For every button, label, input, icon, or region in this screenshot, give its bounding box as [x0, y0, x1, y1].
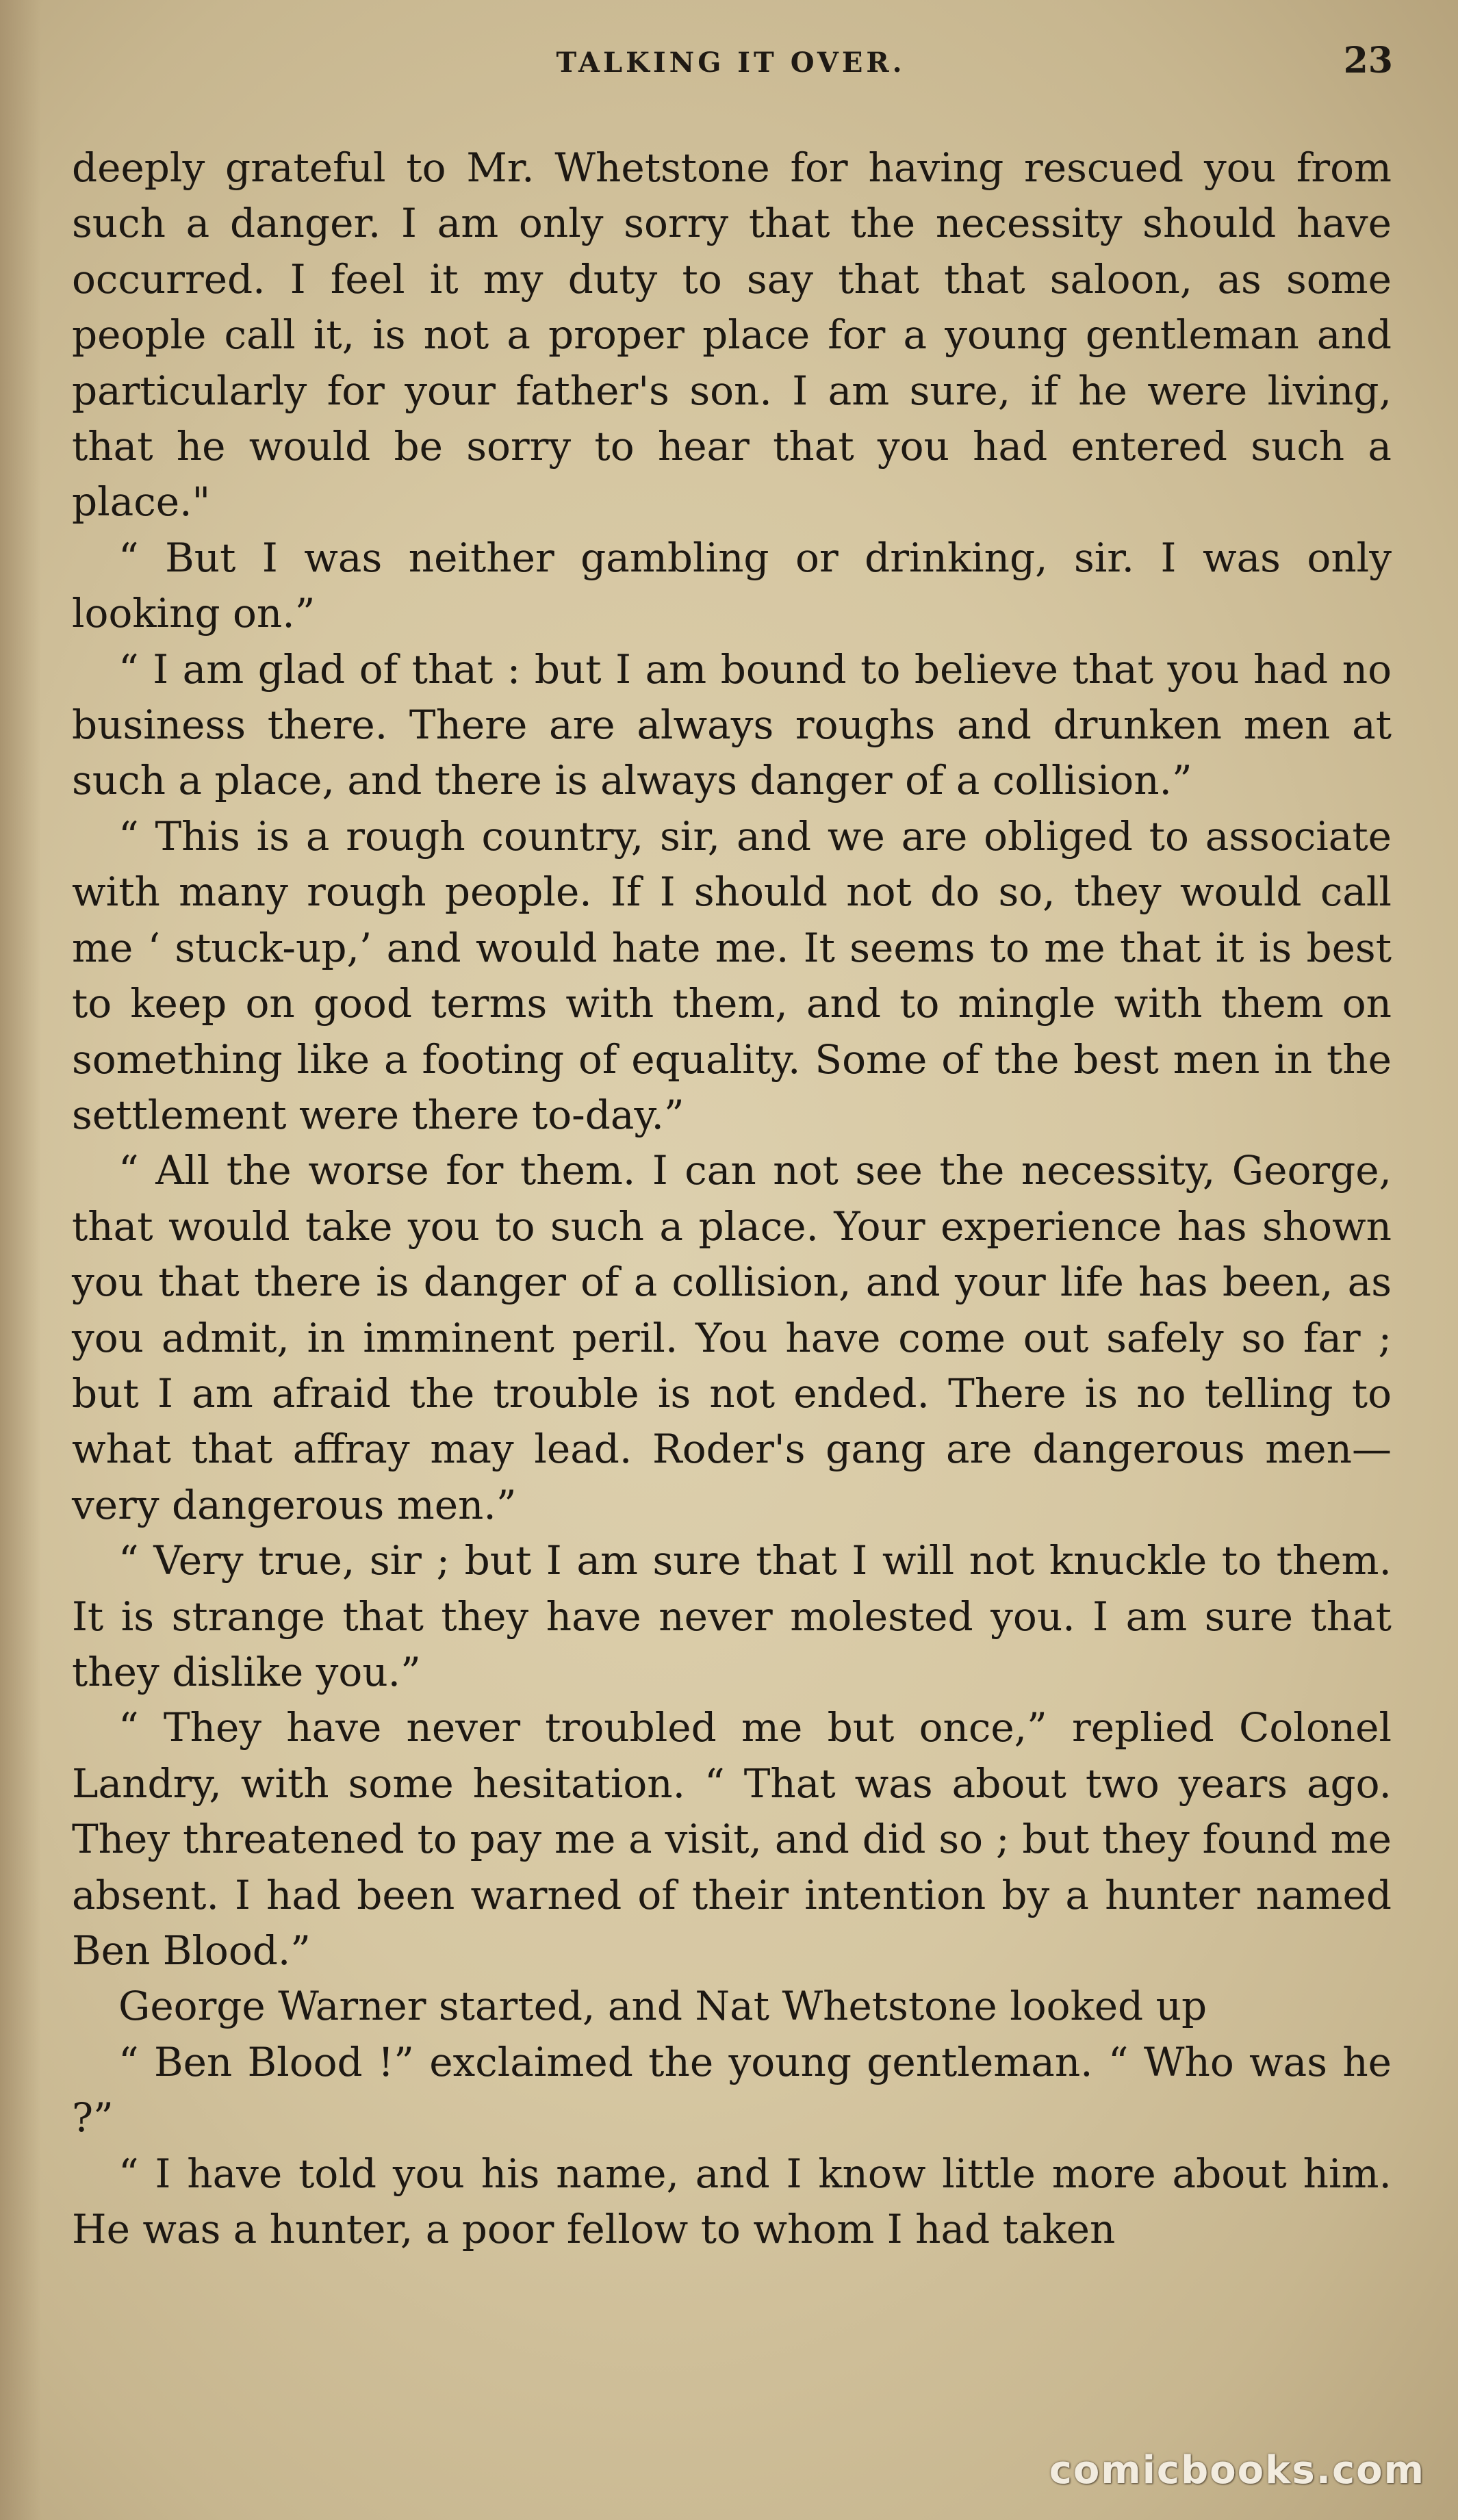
paragraph: “ This is a rough country, sir, and we are obliged to associate with many rough people. If I should not do so, they would call me ‘ stuck-up,’ and would hate me. It seems to me that it is best to keep on good terms with them, and to mingle with them on something like a footing of equality. Some of the best men in the settlement were there to-day.”	[72, 812, 1392, 1138]
body-text	[72, 140, 1392, 2257]
paragraph-continuation: deeply grateful to Mr. Whetstone for having rescued you from such a danger. I am only sorry that the necessity should have occurred. I feel it my duty to say that that saloon, as some people call it, is not a proper place for a young gentleman and particularly for your father's son. I am sure, if he were living, that he would be sorry to hear that you had entered such a place."	[72, 144, 1392, 526]
paragraph: “ But I was neither gambling or drinking, sir. I was only looking on.”	[72, 534, 1392, 637]
paragraph: “ All the worse for them. I can not see the necessity, George, that would take you to such a place. Your experience has shown you that there is danger of a collision, and your life has been, as you admit, in imminent peril. You have come out safely so far ; but I am afraid the trouble is not ended. There is no telling to what that affray may lead. Roder's gang are dangerous men—very dangerous men.”	[72, 1147, 1392, 1528]
paragraph: “ Ben Blood !” exclaimed the young gentleman. “ Who was he ?”	[72, 2038, 1392, 2142]
paragraph: George Warner started, and Nat Whetstone looked up	[118, 1983, 1207, 2030]
site-watermark: comicbooks.com	[1049, 2448, 1425, 2493]
running-title: TALKING IT OVER.	[556, 47, 906, 79]
page-number: 23	[1343, 40, 1393, 81]
paragraph: “ They have never troubled me but once,” replied Colonel Landry, with some hesitation. “ That was about two years ago. They threatened to pay me a visit, and did so ; but they found me absent. I had been warned of their intention by a hunter named Ben Blood.”	[72, 1704, 1392, 1974]
page-header	[68, 40, 1393, 88]
paragraph: “ I have told you his name, and I know little more about him. He was a hunter, a poor fellow to whom I had taken	[72, 2150, 1392, 2253]
paragraph: “ Very true, sir ; but I am sure that I will not knuckle to them. It is strange that they have never molested you. I am sure that they dislike you.”	[72, 1537, 1392, 1695]
paragraph: “ I am glad of that : but I am bound to believe that you had no business there. There are always roughs and drunken men at such a place, and there is always danger of a collision.”	[72, 645, 1392, 804]
